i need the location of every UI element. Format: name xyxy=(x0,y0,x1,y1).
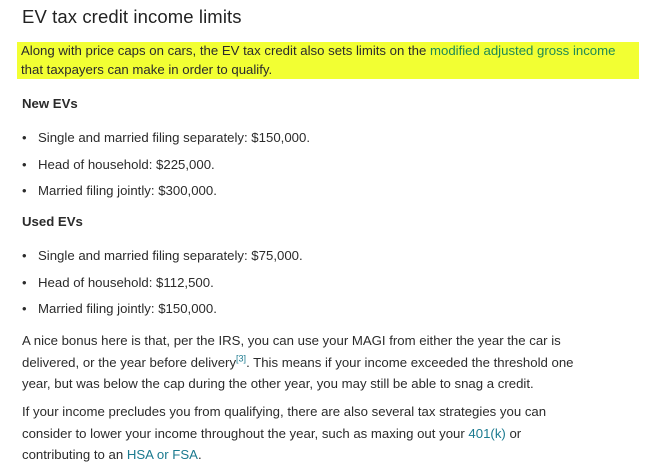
list-item: • Head of household: $112,500. xyxy=(22,274,214,290)
magi-link[interactable]: modified adjusted gross income xyxy=(430,43,616,58)
401k-link[interactable]: 401(k) xyxy=(468,425,506,441)
list-item: • Married filing jointly: $300,000. xyxy=(22,183,217,198)
bullet-icon: • xyxy=(22,301,27,316)
intro-text-before: Along with price caps on cars, the EV tax credit also sets limits on the xyxy=(21,43,430,58)
used-evs-heading: Used EVs xyxy=(22,214,83,229)
bullet-icon: • xyxy=(22,156,27,172)
new-evs-list xyxy=(22,129,310,209)
list-item: • Married filing jointly: $150,000. xyxy=(22,301,217,316)
bullet-icon: • xyxy=(22,274,27,290)
bonus-paragraph: A nice bonus here is that, per the IRS, you can use your MAGI from either the year the car is delivered, or the year before delivery[3]. This means if your income exceeded the threshold one year, but was below the cap during the other year, you may still be able to snag a credit. xyxy=(22,333,574,391)
footnote-link[interactable]: [3] xyxy=(236,353,247,364)
new-evs-heading: New EVs xyxy=(22,96,78,111)
intro-text-after: that taxpayers can make in order to qualify. xyxy=(21,61,273,77)
section-title: EV tax credit income limits xyxy=(22,6,242,27)
bullet-icon: • xyxy=(22,183,27,198)
bullet-icon: • xyxy=(22,130,27,145)
bullet-icon: • xyxy=(22,248,27,263)
list-item: • Single and married filing separately: $150,000. xyxy=(22,130,310,145)
intro-paragraph xyxy=(21,42,641,79)
list-item: • Head of household: $225,000. xyxy=(22,156,215,172)
used-evs-list xyxy=(22,247,303,327)
list-item: • Single and married filing separately: $75,000. xyxy=(22,248,303,263)
hsa-fsa-link[interactable]: HSA or FSA xyxy=(126,447,198,462)
strategies-paragraph: If your income precludes you from qualifying, there are also several tax strategies you can consider to lower your income throughout the year, such as maxing out your 401(k) or contributing to an HSA or FSA. xyxy=(22,404,547,462)
